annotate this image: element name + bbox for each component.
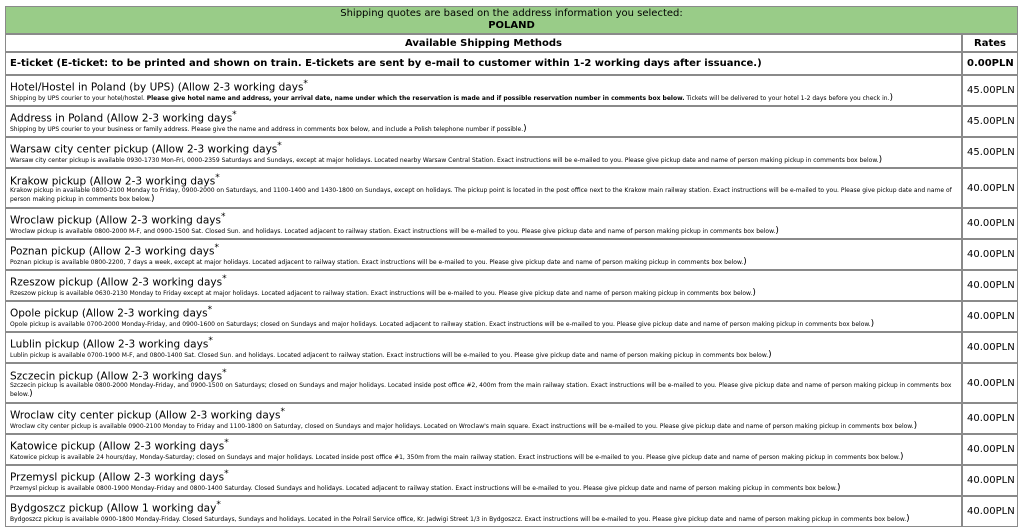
method-row[interactable] [5, 137, 1018, 168]
method-rate: 45.00PLN [962, 75, 1018, 106]
method-cell [5, 465, 962, 496]
method-cell [5, 363, 962, 403]
method-title: Katowice pickup (Allow 2-3 working days* [10, 438, 229, 453]
method-cell [5, 239, 962, 270]
method-title: Przemysl pickup (Allow 2-3 working days* [10, 469, 229, 484]
method-description: Wroclaw city center pickup is available 0900-2100 Monday to Friday and 1100-1800 on Saturday, closed on Sundays and major holidays. Located on Wroclaw's main square. Exact instructions will be e-mailed to you. Please give pickup date and name of person making pickup in comments box below.) [10, 420, 918, 431]
method-title: Krakow pickup (Allow 2-3 working days* [10, 172, 220, 188]
method-description: Szczecin pickup is available 0800-2000 Monday-Friday, and 0900-1500 on Saturdays; closed on Sundays and major holidays. Located inside post office #2, 400m from the main railway station. Exact instructions will be e-mailed to you. Please give pickup date and name of person making pickup in comments box below.) [10, 382, 952, 400]
method-row[interactable] [5, 403, 1018, 434]
method-rate: 40.00PLN [962, 465, 1018, 496]
method-rate: 40.00PLN [962, 301, 1018, 332]
method-description: Wroclaw pickup is available 0800-2000 M-F, and 0900-1500 Sat. Closed Sun. and holidays. Located adjacent to railway station. Exact instructions will be e-mailed to you. Please give pickup date and name of person making pickup in comments box below.) [10, 225, 779, 236]
method-rate: 40.00PLN [962, 496, 1018, 527]
method-title: Warsaw city center pickup (Allow 2-3 working days* [10, 141, 282, 156]
asterisk: * [222, 274, 227, 285]
method-row[interactable] [5, 434, 1018, 465]
method-description: Rzeszow pickup is available 0630-2130 Monday to Friday except at major holidays. Located adjacent to railway station. Exact instructions will be e-mailed to you. Please give pickup date and name of person making pickup in comments box below.) [10, 287, 756, 298]
method-title: Poznan pickup (Allow 2-3 working days* [10, 243, 219, 258]
method-cell [5, 403, 962, 434]
notice-country: POLAND [488, 20, 535, 31]
method-row[interactable] [5, 168, 1018, 208]
method-row[interactable] [5, 208, 1018, 239]
method-row-eticket[interactable] [5, 52, 1018, 75]
method-title: Rzeszow pickup (Allow 2-3 working days* [10, 274, 227, 289]
method-row[interactable] [5, 496, 1018, 527]
asterisk: * [207, 305, 213, 316]
method-row[interactable] [5, 332, 1018, 363]
method-row[interactable] [5, 363, 1018, 403]
method-description: Poznan pickup is available 0800-2200, 7 days a week, except at major holidays. Located adjacent to railway station. Exact instructions will be e-mailed to you. Please give pickup date and name of person making pickup in comments box below.) [10, 256, 747, 267]
method-description: Katowice pickup is available 24 hours/day, Monday-Saturday; closed on Sundays and major holidays. Located inside post office #1, 350m from the main railway station. Exact instructions will be e-mailed to you. Please give pickup date and name of person making pickup in comments box below.) [10, 451, 904, 462]
shipping-notice [5, 6, 1018, 34]
eticket-rate: 0.00PLN [962, 52, 1018, 75]
shipping-methods-table [5, 34, 1018, 527]
method-cell [5, 332, 962, 363]
method-rate: 40.00PLN [962, 434, 1018, 465]
method-row[interactable] [5, 239, 1018, 270]
asterisk: * [215, 172, 220, 183]
asterisk: * [224, 469, 229, 480]
asterisk: * [303, 79, 308, 90]
method-cell [5, 208, 962, 239]
method-description: Bydgoszcz pickup is available 0900-1800 Monday-Friday. Closed Saturdays, Sundays and holidays. Located in the Polrail Service office, Kr. Jadwigi Street 1/3 in Bydgoszcz. Exact instructions will be e-mailed to you. Please give pickup date and name of person making pickup in comments box below.) [10, 513, 910, 524]
asterisk: * [216, 500, 221, 511]
shipping-quotes [5, 6, 1018, 527]
asterisk: * [232, 110, 237, 121]
method-rate: 40.00PLN [962, 208, 1018, 239]
method-title: Hotel/Hostel in Poland (by UPS) (Allow 2-3 working days* [10, 79, 308, 94]
method-rate: 40.00PLN [962, 403, 1018, 434]
method-title: Address in Poland (Allow 2-3 working days* [10, 110, 237, 125]
method-row[interactable] [5, 465, 1018, 496]
method-title: Wroclaw city center pickup (Allow 2-3 working days* [10, 407, 285, 422]
method-row[interactable] [5, 75, 1018, 106]
asterisk: * [277, 141, 282, 152]
method-title: Bydgoszcz pickup (Allow 1 working day* [10, 500, 221, 515]
method-description: Krakow pickup in available 0800-2100 Monday to Friday, 0900-2000 on Saturdays, and 1100-1400 and 1430-1800 on Sundays, except on holidays. The pickup point is located in the post office next to the Krakow main railway station. Exact instructions will be e-mailed to you. Please give pickup date and name of person making pickup in comments box below.) [10, 187, 952, 205]
asterisk: * [222, 367, 227, 378]
eticket-title: E-ticket (E-ticket: to be printed and shown on train. E-tickets are sent by e-mail to customer within 1-2 working days after issuance.) [5, 52, 962, 75]
asterisk: * [280, 407, 285, 418]
method-rate: 40.00PLN [962, 363, 1018, 403]
asterisk: * [220, 212, 226, 223]
method-cell [5, 106, 962, 137]
asterisk: * [208, 336, 213, 347]
method-title: Opole pickup (Allow 2-3 working days* [10, 305, 213, 320]
method-description: Lublin pickup is available 0700-1900 M-F, and 0800-1400 Sat. Closed Sun. and holidays. Located adjacent to railway station. Exact instructions will be e-mailed to you. Please give pickup date and name of person making pickup in comments box below.) [10, 349, 772, 360]
method-description: Opole pickup is available 0700-2000 Monday-Friday, and 0900-1600 on Saturdays; closed on Sundays and major holidays. Located adjacent to railway station. Exact instructions will be e-mailed to you. Please give pickup date and name of person making pickup in comments box below.) [10, 318, 875, 329]
method-cell [5, 137, 962, 168]
method-cell [5, 301, 962, 332]
method-rate: 40.00PLN [962, 168, 1018, 208]
method-title: Szczecin pickup (Allow 2-3 working days* [10, 367, 227, 383]
method-row[interactable] [5, 106, 1018, 137]
method-rate: 40.00PLN [962, 332, 1018, 363]
method-cell [5, 270, 962, 301]
method-rate: 45.00PLN [962, 137, 1018, 168]
method-cell [5, 434, 962, 465]
method-rate: 45.00PLN [962, 106, 1018, 137]
rates-header: Rates [962, 34, 1018, 52]
method-cell [5, 75, 962, 106]
method-title: Lublin pickup (Allow 2-3 working days* [10, 336, 213, 351]
method-description: Shipping by UPS courier to your business or family address. Please give the name and address in comments box below, and include a Polish telephone number if possible.) [10, 123, 527, 134]
methods-header: Available Shipping Methods [5, 34, 962, 52]
asterisk: * [224, 438, 229, 449]
method-description: Przemysl pickup is available 0800-1900 Monday-Friday and 0800-1400 Saturday. Closed Sundays and holidays. Located adjacent to railway station. Exact instructions will be e-mailed to you. Please give pickup date and name of person making pickup in comments box below.) [10, 482, 841, 493]
method-row[interactable] [5, 301, 1018, 332]
method-row[interactable] [5, 270, 1018, 301]
notice-table [5, 6, 1018, 34]
method-title: Wroclaw pickup (Allow 2-3 working days* [10, 212, 226, 227]
method-description: Shipping by UPS courier to your hotel/hostel. Please give hotel name and address, your arrival date, name under which the reservation is made and if possible reservation number in comments box below. Tickets will be delivered to your hotel 1-2 days before you check in.) [10, 92, 893, 103]
method-description: Warsaw city center pickup is available 0930-1730 Mon-Fri, 0000-2359 Saturdays and Sundays, except at major holidays. Located nearby Warsaw Central Station. Exact instructions will be e-mailed to you. Please give pickup date and name of person making pickup in comments box below.) [10, 154, 883, 165]
asterisk: * [214, 243, 219, 254]
method-rate: 40.00PLN [962, 270, 1018, 301]
method-rate: 40.00PLN [962, 239, 1018, 270]
notice-text: Shipping quotes are based on the address information you selected: [340, 8, 683, 19]
method-cell [5, 496, 962, 527]
method-cell [5, 168, 962, 208]
